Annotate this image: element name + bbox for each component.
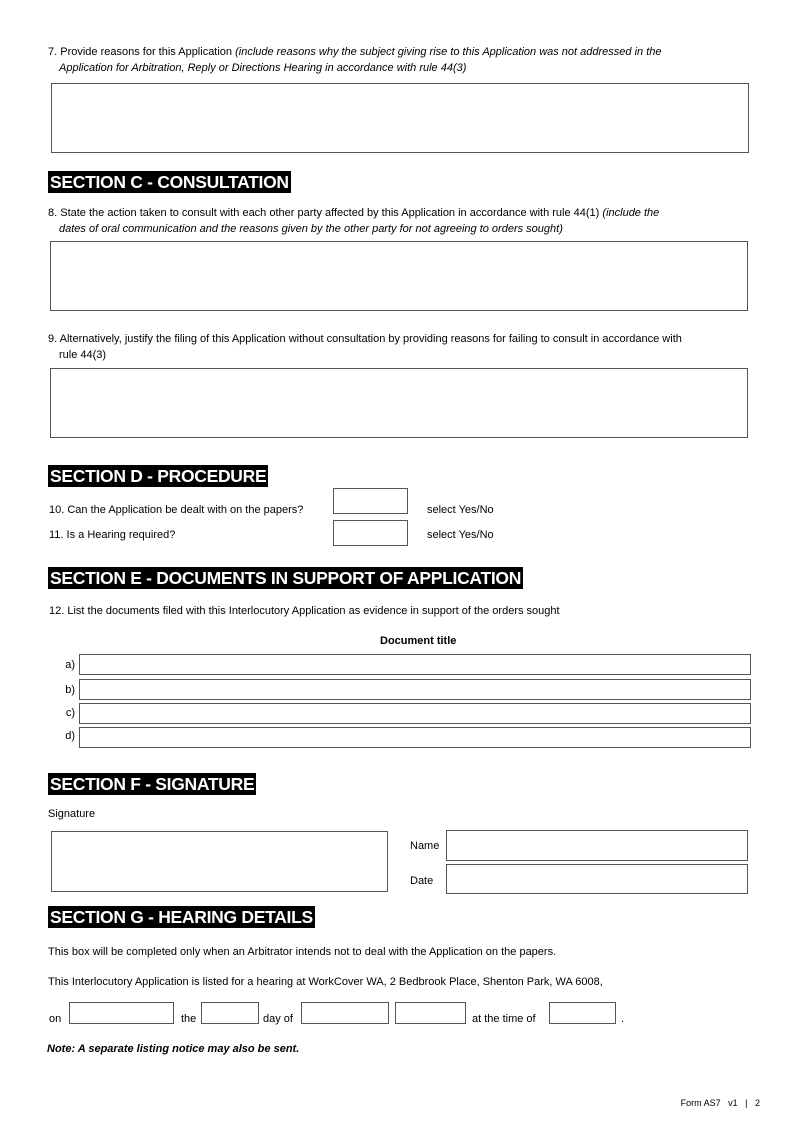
hearing-note-line2: This Interlocutory Application is listed for a hearing at WorkCover WA, 2 Bedbrook Place, Shenton Park, WA 6008, <box>48 976 603 988</box>
reasons-field[interactable] <box>51 83 749 153</box>
hearing-month-field[interactable] <box>301 1002 389 1024</box>
name-field[interactable] <box>446 830 748 861</box>
question-12: 12. List the documents filed with this Interlocutory Application as evidence in support of the orders sought <box>49 605 560 617</box>
question-10: 10. Can the Application be dealt with on the papers? <box>49 504 304 516</box>
question-7 <box>48 44 748 76</box>
signature-label: Signature <box>48 808 96 820</box>
section-d-heading: SECTION D - PROCEDURE <box>50 466 267 486</box>
document-row-label-b: b) <box>65 684 75 696</box>
question-11: 11. Is a Hearing required? <box>49 529 176 541</box>
papers-yes-no-select[interactable] <box>333 488 408 514</box>
question-7-text: 7. Provide reasons for this Application <box>48 46 236 58</box>
question-7-line2: Application for Arbitration, Reply or Directions Hearing in accordance with rule 44(3) <box>59 62 467 74</box>
hearing-year-field[interactable] <box>395 1002 466 1024</box>
document-title-header: Document title <box>380 635 457 647</box>
question-9 <box>48 331 748 363</box>
document-field-c[interactable] <box>79 703 751 724</box>
at-time-label: at the time of <box>472 1013 536 1025</box>
document-field-a[interactable] <box>79 654 751 675</box>
name-label: Name <box>410 840 440 852</box>
document-row-label-a: a) <box>65 659 75 671</box>
question-9-line2: rule 44(3) <box>59 349 107 361</box>
signature-field[interactable] <box>51 831 388 892</box>
question-8-text: 8. State the action taken to consult with each other party affected by this Application in accordance with rule 44(1) <box>48 207 603 219</box>
question-8 <box>48 205 748 237</box>
document-field-b[interactable] <box>79 679 751 700</box>
form-footer: Form AS7 v1 | 2 <box>680 1098 760 1108</box>
document-row-label-c: c) <box>65 707 75 719</box>
question-7-italic: (include reasons why the subject giving rise to this Application was not addressed in the <box>235 46 662 58</box>
hearing-time-field[interactable] <box>549 1002 616 1024</box>
section-e-heading: SECTION E - DOCUMENTS IN SUPPORT OF APPLICATION <box>50 568 522 588</box>
period-mark: . <box>621 1013 625 1025</box>
question-10-hint: select Yes/No <box>427 504 494 516</box>
question-8-line2: dates of oral communication and the reasons given by the other party for not agreeing to orders sought) <box>59 223 563 235</box>
hearing-day-field[interactable] <box>201 1002 259 1024</box>
date-label: Date <box>410 875 434 887</box>
listing-notice-note: Note: A separate listing notice may also be sent. <box>47 1043 300 1055</box>
day-of-label: day of <box>263 1013 293 1025</box>
section-c-heading: SECTION C - CONSULTATION <box>50 172 289 192</box>
hearing-note-line1: This box will be completed only when an Arbitrator intends not to deal with the Application on the papers. <box>48 946 557 958</box>
document-field-d[interactable] <box>79 727 751 748</box>
consultation-action-field[interactable] <box>50 241 748 311</box>
question-9-text: 9. Alternatively, justify the filing of this Application without consultation by providing reasons for failing to consult in accordance with <box>48 333 682 345</box>
question-8-italic: (include the <box>602 207 660 219</box>
the-label: the <box>181 1013 197 1025</box>
hearing-yes-no-select[interactable] <box>333 520 408 546</box>
document-row-label-d: d) <box>65 730 75 742</box>
question-11-hint: select Yes/No <box>427 529 494 541</box>
section-f-heading: SECTION F - SIGNATURE <box>50 774 255 794</box>
justification-field[interactable] <box>50 368 748 438</box>
on-label: on <box>49 1013 62 1025</box>
hearing-weekday-field[interactable] <box>69 1002 174 1024</box>
section-g-heading: SECTION G - HEARING DETAILS <box>50 907 313 927</box>
date-field[interactable] <box>446 864 748 894</box>
